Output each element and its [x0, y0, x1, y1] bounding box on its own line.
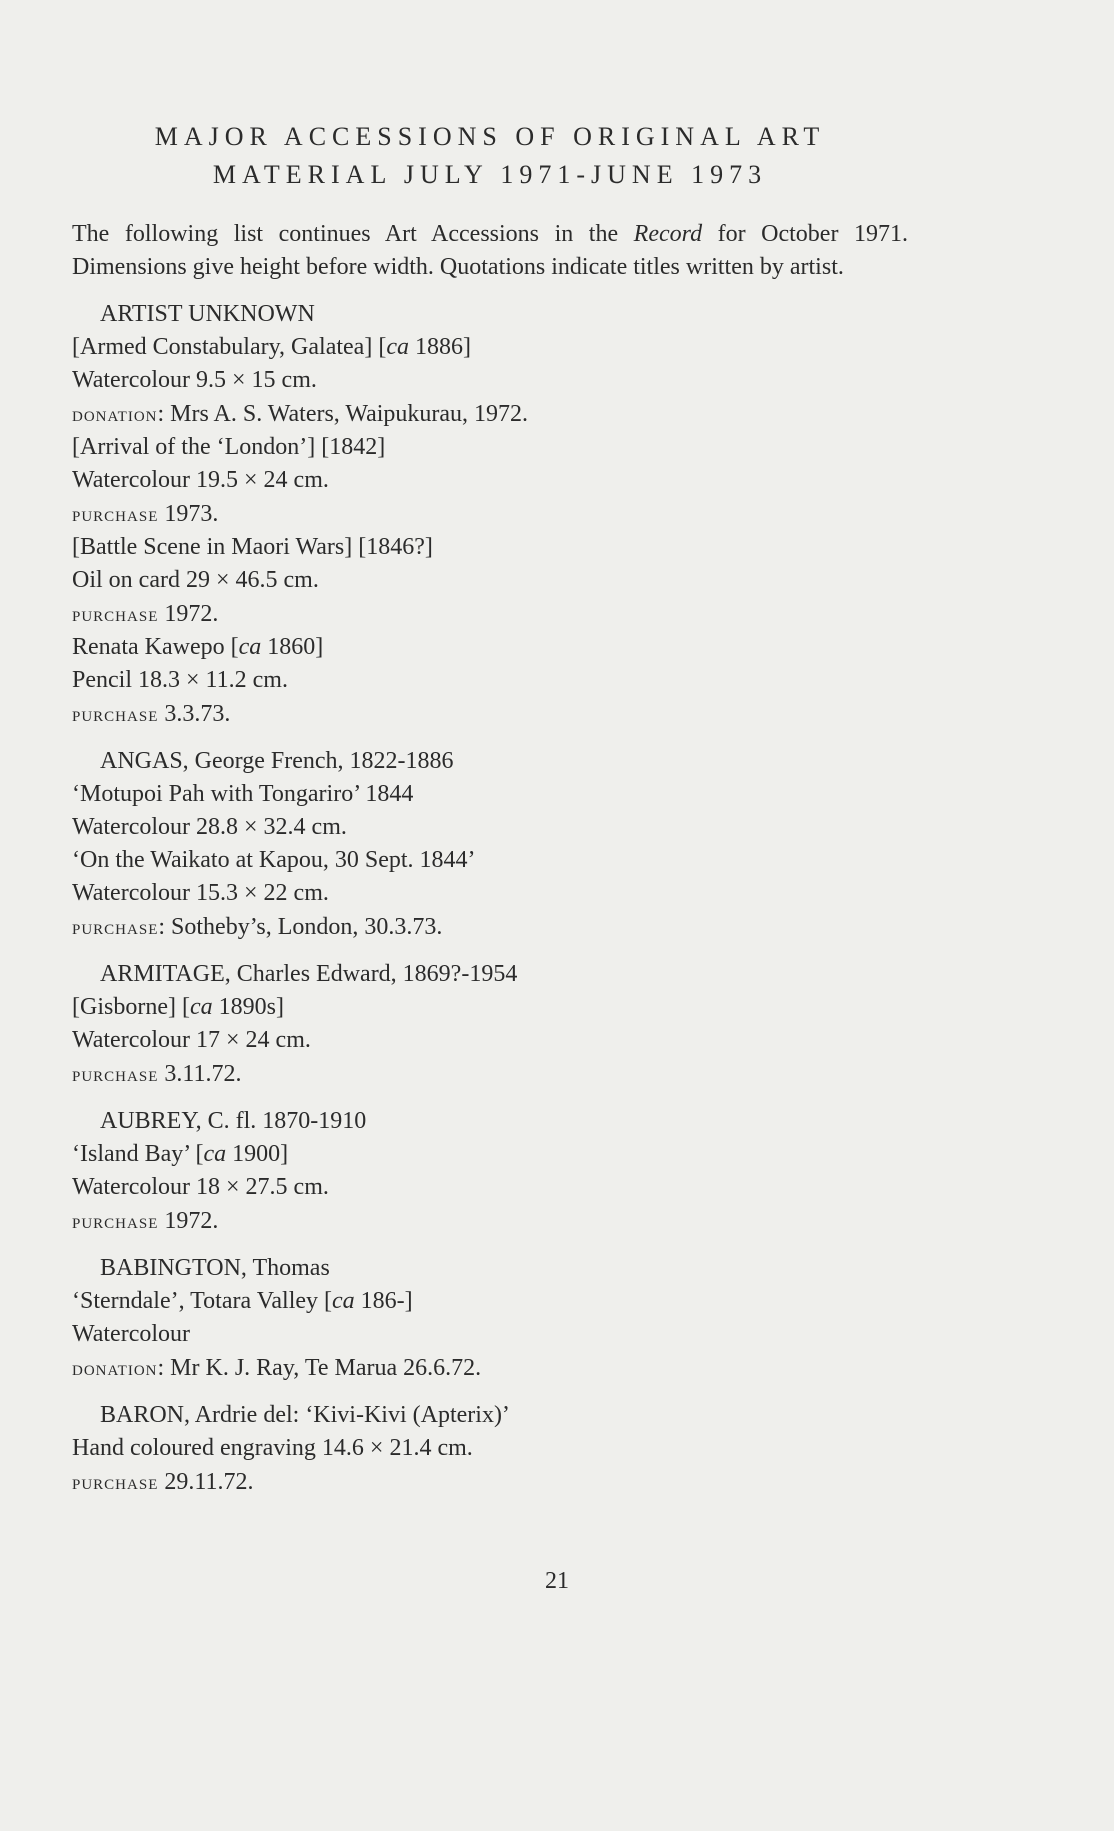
entry-line — [72, 531, 908, 564]
entry-line — [72, 1318, 908, 1351]
artist-heading: ARTIST UNKNOWN — [100, 301, 315, 327]
line-text: : Mrs A. S. Waters, Waipukurau, 1972. — [157, 401, 529, 427]
accession-list — [72, 298, 908, 1499]
line-text: 3.11.72. — [158, 1061, 242, 1087]
artist-heading: ARMITAGE, Charles Edward, 1869?-1954 — [100, 961, 518, 987]
accession-entry — [72, 745, 908, 944]
acquisition-type: purchase — [72, 1061, 159, 1086]
entry-line — [72, 664, 908, 697]
entry-line — [72, 1057, 908, 1091]
line-text: Oil on card 29 × 46.5 cm. — [72, 567, 319, 593]
line-text: [Arrival of the ‘London’] [1842] — [72, 434, 386, 460]
circa-italic: ca — [203, 1141, 227, 1167]
line-text: [Battle Scene in Maori Wars] [1846?] — [72, 534, 433, 560]
line-text: [Armed Constabulary, Galatea] [ — [72, 334, 387, 360]
line-text: Watercolour 17 × 24 cm. — [72, 1027, 311, 1053]
line-text: 1972. — [158, 601, 219, 627]
entry-line — [72, 778, 908, 811]
entry-line — [72, 1171, 908, 1204]
page-number: 21 — [545, 1568, 569, 1594]
line-text: 1886] — [408, 334, 471, 360]
entry-line — [72, 364, 908, 397]
accession-entry — [72, 958, 908, 1091]
entry-line — [72, 1285, 908, 1318]
circa-italic: ca — [386, 334, 409, 360]
line-text: Watercolour 19.5 × 24 cm. — [72, 467, 329, 493]
acquisition-type: purchase — [72, 501, 159, 526]
line-text: [Gisborne] [ — [72, 994, 190, 1020]
line-text: 1890s] — [212, 994, 284, 1020]
acquisition-type: donation — [72, 1355, 158, 1380]
line-text: Pencil 18.3 × 11.2 cm. — [72, 667, 288, 693]
entry-line — [72, 564, 908, 597]
accession-entry — [72, 298, 908, 731]
entry-line — [72, 910, 908, 944]
line-text: Watercolour 9.5 × 15 cm. — [72, 367, 317, 393]
accession-entry — [72, 1252, 908, 1385]
intro-paragraph — [72, 218, 908, 284]
entry-line — [72, 464, 908, 497]
circa-italic: ca — [189, 994, 213, 1020]
line-text: Watercolour 28.8 × 32.4 cm. — [72, 814, 347, 840]
entry-line — [72, 1024, 908, 1057]
circa-italic: ca — [332, 1288, 355, 1314]
artist-heading: BABINGTON, Thomas — [100, 1255, 330, 1281]
acquisition-type: purchase — [72, 1208, 159, 1233]
entry-line — [72, 697, 908, 731]
line-text: 1860] — [261, 634, 324, 660]
line-text: Watercolour 15.3 × 22 cm. — [72, 880, 329, 906]
title-line-2: MATERIAL JULY 1971-JUNE 1973 — [212, 160, 768, 189]
acquisition-type: purchase — [72, 701, 159, 726]
acquisition-type: purchase — [72, 1469, 159, 1494]
line-text: ‘Motupoi Pah with Tongariro’ 1844 — [72, 781, 414, 807]
line-text: ‘Sterndale’, Totara Valley [ — [72, 1288, 333, 1314]
entry-line — [72, 991, 908, 1024]
acquisition-type: purchase — [72, 601, 159, 626]
artist-heading: ANGAS, George French, 1822-1886 — [100, 748, 454, 774]
intro-text-after: for October 1971. Dimensions give height before width. Quotations indicate titles written by artist. — [72, 221, 908, 280]
entry-line — [72, 331, 908, 364]
line-text: Renata Kawepo [ — [72, 634, 239, 660]
line-text: ‘Island Bay’ [ — [72, 1141, 204, 1167]
line-text: 1972. — [158, 1208, 219, 1234]
acquisition-type: purchase — [72, 914, 159, 939]
entry-line — [72, 844, 908, 877]
page-content — [72, 118, 908, 1499]
acquisition-type: donation — [72, 401, 158, 426]
entry-line — [72, 1204, 908, 1238]
page-title — [72, 118, 908, 194]
entry-line — [72, 631, 908, 664]
entry-line — [72, 1138, 908, 1171]
line-text: 29.11.72. — [158, 1469, 254, 1495]
title-line-1: MAJOR ACCESSIONS OF ORIGINAL ART — [154, 122, 826, 151]
line-text: 3.3.73. — [158, 701, 231, 727]
line-text: 186-] — [354, 1288, 413, 1314]
accession-entry — [72, 1399, 908, 1499]
circa-italic: ca — [238, 634, 262, 660]
line-text: Watercolour 18 × 27.5 cm. — [72, 1174, 329, 1200]
artist-heading: AUBREY, C. fl. 1870-1910 — [100, 1108, 367, 1134]
intro-italic-word: Record — [633, 221, 703, 247]
intro-text-before: The following list continues Art Accessions in the — [72, 221, 634, 247]
entry-line — [72, 877, 908, 910]
line-text: Hand coloured engraving 14.6 × 21.4 cm. — [72, 1435, 473, 1461]
entry-line — [72, 397, 908, 431]
entry-line — [72, 431, 908, 464]
line-text: Watercolour — [72, 1321, 191, 1347]
artist-heading: BARON, Ardrie del: ‘Kivi-Kivi (Apterix)’ — [100, 1402, 510, 1428]
entry-line — [72, 811, 908, 844]
entry-line — [72, 1465, 908, 1499]
accession-entry — [72, 1105, 908, 1238]
entry-line — [72, 1432, 908, 1465]
entry-line — [72, 597, 908, 631]
entry-line — [72, 1351, 908, 1385]
line-text: 1973. — [158, 501, 219, 527]
entry-line — [72, 497, 908, 531]
line-text: : Sotheby’s, London, 30.3.73. — [158, 914, 443, 940]
line-text: ‘On the Waikato at Kapou, 30 Sept. 1844’ — [72, 847, 476, 873]
line-text: 1900] — [226, 1141, 289, 1167]
line-text: : Mr K. J. Ray, Te Marua 26.6.72. — [157, 1355, 482, 1381]
